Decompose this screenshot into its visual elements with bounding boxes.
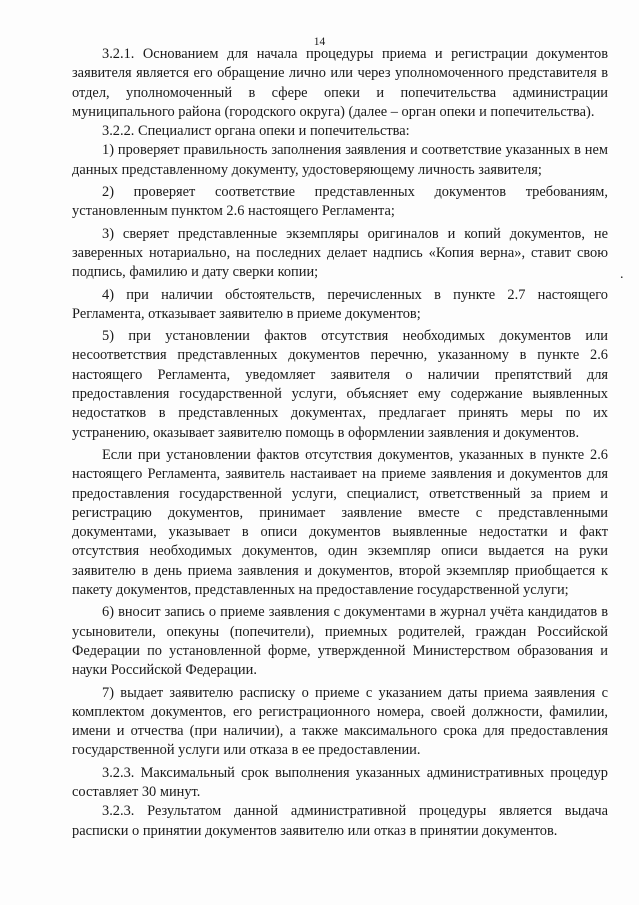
paragraph-3-2-3-deadline: 3.2.3. Максимальный срок выполнения указанных административных процедур составляет 30 минут. bbox=[72, 764, 608, 800]
list-item-6: 6) вносит запись о приеме заявления с документами в журнал учёта кандидатов в усыновители, опекуны (попечители), приемных родителей, граждан Российской Федерации по установленной форме, утвержденной Министерством образования и науки Российской Федерации. bbox=[72, 604, 608, 679]
paragraph-missing-documents: Если при установлении фактов отсутствия документов, указанных в пункте 2.6 настоящего Регламента, заявитель настаивает на приеме заявления и документов для предоставления государственной услуги, специалист, ответственный за прием и регистрацию документов, принимает заявление вместе с представленными документами, указывает в описи документов выявленные недостатки и факт отсутствия необходимых документов, один экземпляр описи выдается на руки заявителю в день приема заявления и документов, второй экземпляр приобщается к пакету документов, представленных на предоставление государственной услуги; bbox=[72, 446, 608, 599]
list-item-2: 2) проверяет соответствие представленных документов требованиям, установленным пунктом 2.6 настоящего Регламента; bbox=[72, 184, 608, 220]
document-body bbox=[72, 45, 608, 841]
page-number: 14 bbox=[313, 36, 326, 48]
margin-mark: . bbox=[620, 267, 624, 282]
paragraph-3-2-2-heading: 3.2.2. Специалист органа опеки и попечительства: bbox=[102, 123, 410, 140]
paragraph-3-2-1: 3.2.1. Основанием для начала процедуры приема и регистрации документов заявителя является его обращение лично или через уполномоченного представителя в отдел, уполномоченный в сфере опеки и попечительства администрации муниципального района (городского округа) (далее – орган опеки и попечительства). bbox=[72, 46, 608, 120]
list-item-3: 3) сверяет представленные экземпляры оригиналов и копий документов, не заверенных нотариально, на последних делает надпись «Копия верна», ставит свою подпись, фамилию и дату сверки копии; bbox=[72, 225, 608, 281]
list-item-4: 4) при наличии обстоятельств, перечисленных в пункте 2.7 настоящего Регламента, отказывает заявителю в приеме документов; bbox=[72, 286, 608, 322]
list-item-5: 5) при установлении фактов отсутствия необходимых документов или несоответствия представленных документов перечню, указанному в пункте 2.6 настоящего Регламента, уведомляет заявителя о наличии препятствий для предоставления государственной услуги, объясняет ему содержание выявленных недостатков в представленных документах, предлагает принять меры по их устранению, оказывает заявителю помощь в оформлении заявления и документов. bbox=[72, 328, 608, 441]
list-item-1: 1) проверяет правильность заполнения заявления и соответствие указанных в нем данных представленному документу, удостоверяющему личность заявителя; bbox=[72, 142, 608, 178]
list-item-7: 7) выдает заявителю расписку о приеме с указанием даты приема заявления с комплектом документов, его регистрационного номера, своей должности, фамилии, имени и отчества (при наличии), а также максимального срока для предоставления государственной услуги или отказа в ее предоставлении. bbox=[72, 684, 608, 759]
paragraph-3-2-3-result: 3.2.3. Результатом данной административной процедуры является выдача расписки о принятии документов заявителю или отказ в принятии документов. bbox=[72, 803, 608, 839]
